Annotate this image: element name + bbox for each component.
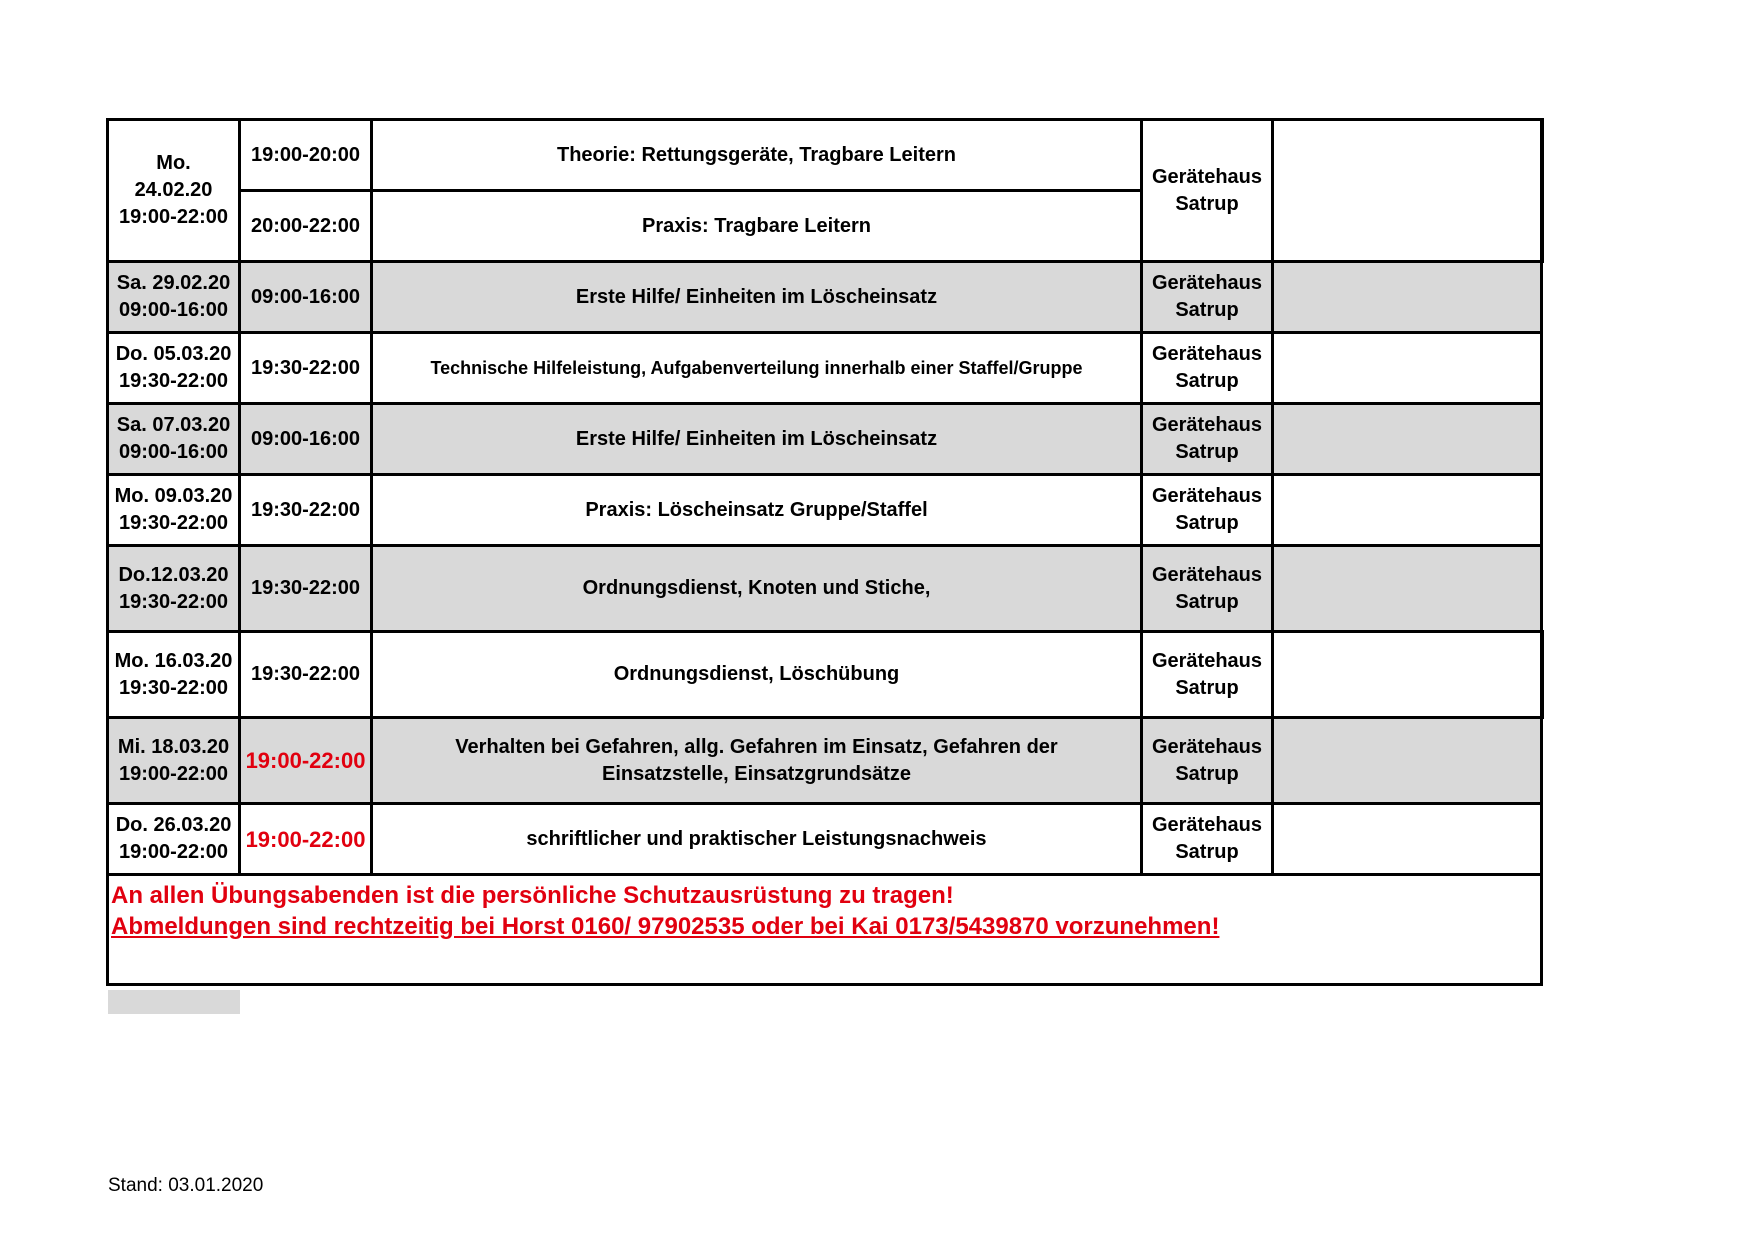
notes-cell	[1273, 718, 1542, 804]
time-cell: 19:30-22:00	[240, 333, 372, 404]
notes-cell	[1273, 804, 1542, 875]
schedule-row-9	[108, 804, 1542, 875]
schedule-row-4	[108, 404, 1542, 475]
notes-cell	[1273, 546, 1542, 632]
date-cell: Mo. 09.03.20 19:30-22:00	[108, 475, 240, 546]
notes-cell	[1273, 475, 1542, 546]
location-cell: Gerätehaus Satrup	[1142, 404, 1273, 475]
time-cell: 19:30-22:00	[240, 475, 372, 546]
schedule-row-3	[108, 333, 1542, 404]
topic-cell: Verhalten bei Gefahren, allg. Gefahren im Einsatz, Gefahren der Einsatzstelle, Einsatzgrundsätze	[372, 718, 1142, 804]
location-cell: Gerätehaus Satrup	[1142, 475, 1273, 546]
schedule-row-6	[108, 546, 1542, 632]
schedule-row-5	[108, 475, 1542, 546]
topic-cell: Theorie: Rettungsgeräte, Tragbare Leitern	[372, 120, 1142, 191]
time-cell: 19:00-20:00	[240, 120, 372, 191]
date-cell: Sa. 07.03.20 09:00-16:00	[108, 404, 240, 475]
schedule-row-7	[108, 632, 1542, 718]
topic-cell: Erste Hilfe/ Einheiten im Löscheinsatz	[372, 404, 1142, 475]
time-cell: 19:30-22:00	[240, 546, 372, 632]
topic-cell: Praxis: Tragbare Leitern	[372, 191, 1142, 262]
time-cell: 19:30-22:00	[240, 632, 372, 718]
notes-cell	[1273, 333, 1542, 404]
notice-equipment: An allen Übungsabenden ist die persönliche Schutzausrüstung zu tragen!	[111, 882, 954, 909]
notice-cancellation: Abmeldungen sind rechtzeitig bei Horst 0160/ 97902535 oder bei Kai 0173/5439870 vorzunehmen!	[111, 913, 1220, 940]
time-cell: 19:00-22:00	[240, 804, 372, 875]
date-cell: Mo. 16.03.20 19:30-22:00	[108, 632, 240, 718]
schedule-row-2	[108, 262, 1542, 333]
location-cell: Gerätehaus Satrup	[1142, 262, 1273, 333]
footer-notice	[108, 875, 1542, 985]
location-cell: Gerätehaus Satrup	[1142, 546, 1273, 632]
date-cell: Mi. 18.03.20 19:00-22:00	[108, 718, 240, 804]
time-cell: 09:00-16:00	[240, 262, 372, 333]
schedule-row-8	[108, 718, 1542, 804]
footer-row	[108, 875, 1542, 985]
date-cell: Mo. 24.02.20 19:00-22:00	[108, 120, 240, 262]
notes-cell	[1273, 632, 1542, 718]
time-cell: 09:00-16:00	[240, 404, 372, 475]
location-cell: Gerätehaus Satrup	[1142, 333, 1273, 404]
topic-cell: Ordnungsdienst, Knoten und Stiche,	[372, 546, 1142, 632]
location-cell: Gerätehaus Satrup	[1142, 804, 1273, 875]
location-cell: Gerätehaus Satrup	[1142, 120, 1273, 262]
date-cell: Do.12.03.20 19:30-22:00	[108, 546, 240, 632]
date-cell: Do. 05.03.20 19:30-22:00	[108, 333, 240, 404]
notes-cell	[1273, 120, 1542, 262]
time-cell: 20:00-22:00	[240, 191, 372, 262]
location-cell: Gerätehaus Satrup	[1142, 632, 1273, 718]
notes-cell	[1273, 262, 1542, 333]
gray-filler-block	[108, 990, 240, 1014]
time-cell: 19:00-22:00	[240, 718, 372, 804]
topic-cell: Technische Hilfeleistung, Aufgabenverteilung innerhalb einer Staffel/Gruppe	[372, 333, 1142, 404]
topic-cell: schriftlicher und praktischer Leistungsnachweis	[372, 804, 1142, 875]
location-cell: Gerätehaus Satrup	[1142, 718, 1273, 804]
topic-cell: Ordnungsdienst, Löschübung	[372, 632, 1142, 718]
date-cell: Do. 26.03.20 19:00-22:00	[108, 804, 240, 875]
training-schedule-table	[106, 118, 1544, 986]
document-date: Stand: 03.01.2020	[108, 1175, 264, 1196]
notes-cell	[1273, 404, 1542, 475]
schedule-row-1	[108, 120, 1542, 191]
topic-cell: Erste Hilfe/ Einheiten im Löscheinsatz	[372, 262, 1142, 333]
topic-cell: Praxis: Löscheinsatz Gruppe/Staffel	[372, 475, 1142, 546]
date-cell: Sa. 29.02.20 09:00-16:00	[108, 262, 240, 333]
